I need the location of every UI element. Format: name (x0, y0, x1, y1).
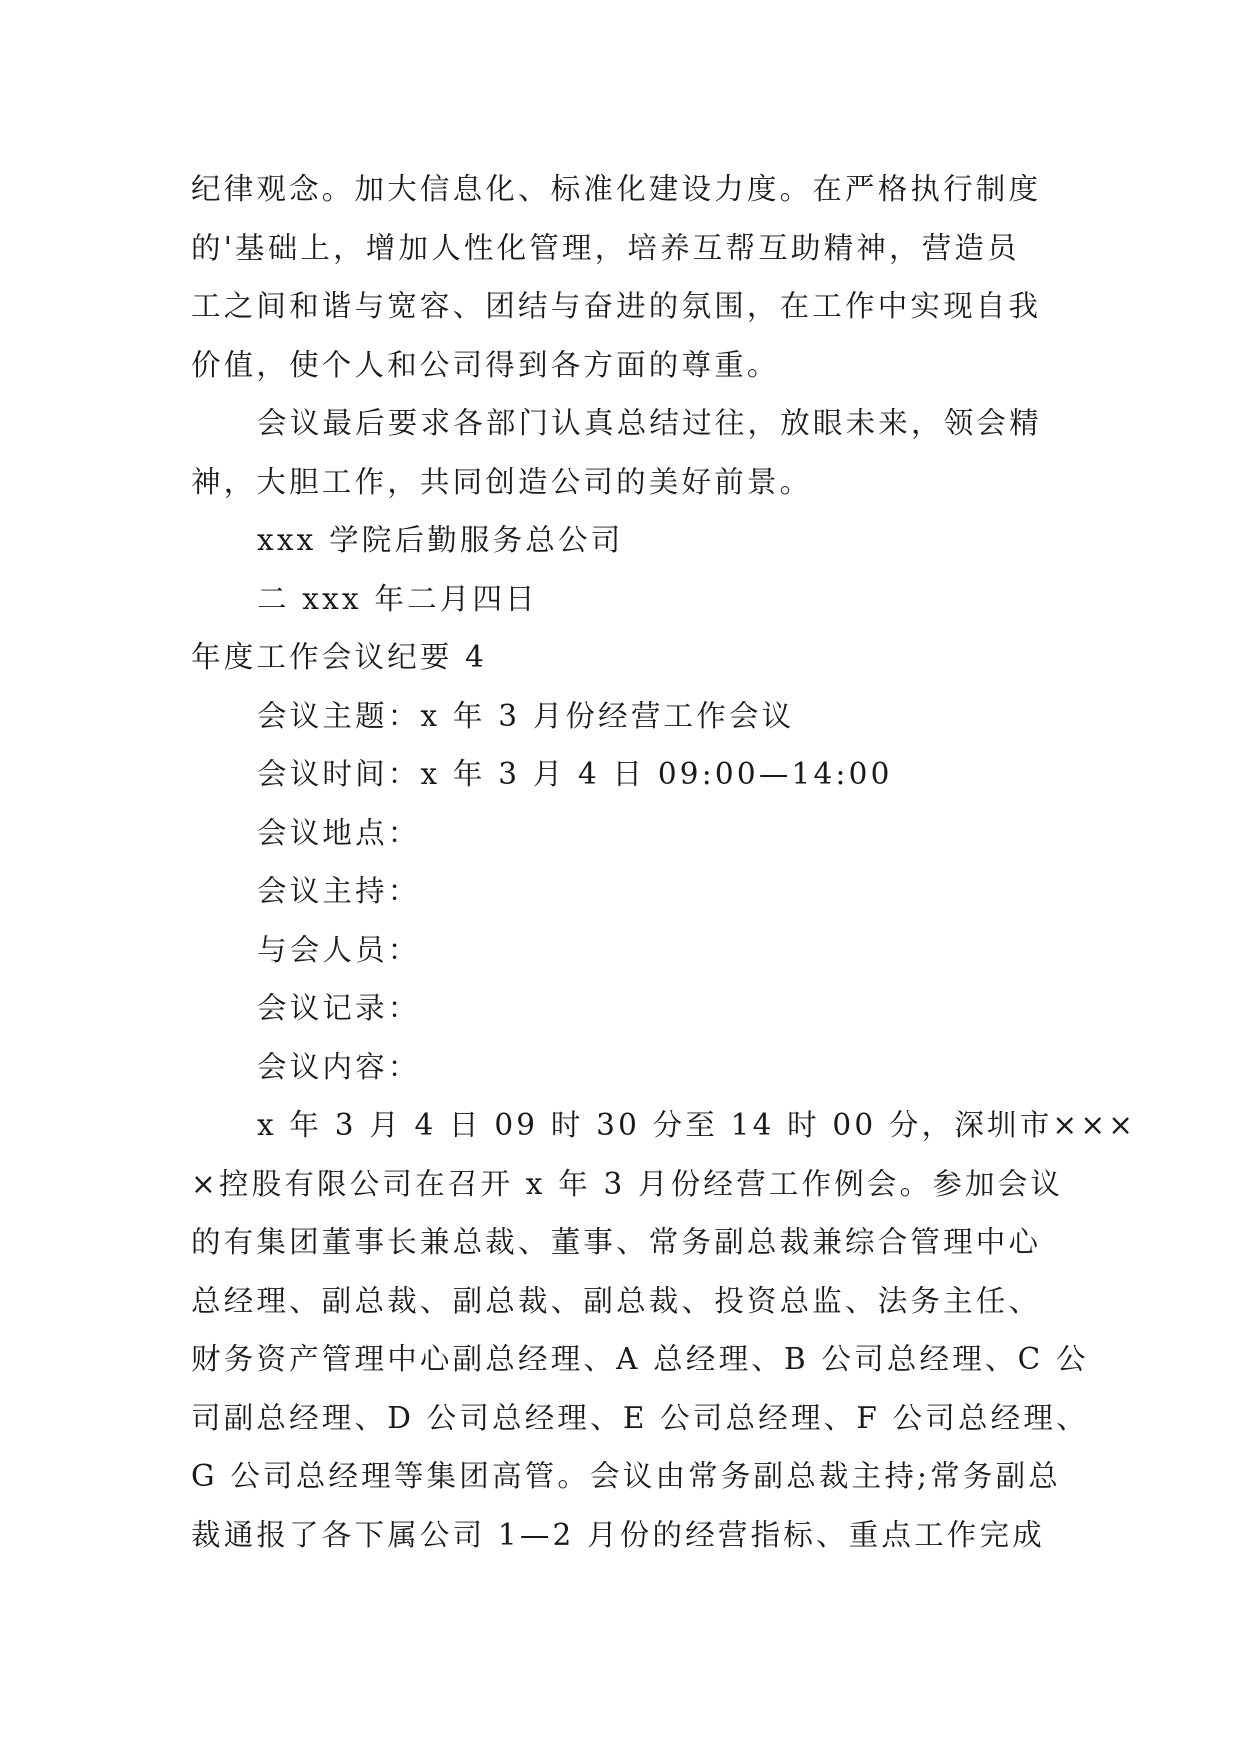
text-line: 的有集团董事长兼总裁、董事、常务副总裁兼综合管理中心 (191, 1225, 1042, 1259)
text-line: 司副总经理、D 公司总经理、E 公司总经理、F 公司总经理、 (191, 1400, 1089, 1435)
meeting-time: 会议时间：x 年 3 月 4 日 09:00—14:00 (257, 757, 893, 791)
text-line: 工之间和谐与宽容、团结与奋进的氛围，在工作中实现自我 (191, 289, 1042, 323)
text-line: G 公司总经理等集团高管。会议由常务副总裁主持;常务副总 (191, 1459, 1061, 1493)
text-line: 神，大胆工作，共同创造公司的美好前景。 (191, 464, 813, 499)
text-line: x 年 3 月 4 日 09 时 30 分至 14 时 00 分，深圳市××× (257, 1108, 1137, 1142)
meeting-attendees: 与会人员： (257, 932, 421, 967)
meeting-topic: 会议主题：x 年 3 月份经营工作会议 (257, 698, 795, 733)
paragraph-meeting-details (191, 1096, 1137, 1564)
text-line: 总经理、副总裁、副总裁、副总裁、投资总监、法务主任、 (191, 1283, 1042, 1318)
meeting-place: 会议地点： (257, 815, 421, 850)
meeting-host: 会议主持： (257, 874, 421, 908)
document-body (191, 160, 1137, 1564)
organization-name: xxx 学院后勤服务总公司 (257, 523, 624, 557)
text-line: 财务资产管理中心副总经理、A 总经理、B 公司总经理、C 公 (191, 1342, 1089, 1376)
text-line: 价值，使个人和公司得到各方面的尊重。 (191, 347, 780, 382)
document-date: 二 xxx 年二月四日 (257, 581, 538, 616)
text-line: 裁通报了各下属公司 1—2 月份的经营指标、重点工作完成 (191, 1517, 1045, 1552)
meeting-content-label: 会议内容： (257, 1049, 421, 1084)
text-line: 的'基础上，增加人性化管理，培养互帮互助精神，营造员 (191, 230, 1020, 265)
paragraph-discipline (191, 160, 1071, 394)
section-title: 年度工作会议纪要 4 (191, 640, 488, 674)
text-line: ×控股有限公司在召开 x 年 3 月份经营工作例会。参加会议 (191, 1166, 1064, 1201)
meeting-minutes-taker: 会议记录： (257, 991, 421, 1025)
text-line: 会议最后要求各部门认真总结过往，放眼未来，领会精 (257, 406, 1042, 440)
paragraph-conclusion (191, 394, 1071, 511)
text-line: 纪律观念。加大信息化、标准化建设力度。在严格执行制度 (191, 172, 1042, 206)
